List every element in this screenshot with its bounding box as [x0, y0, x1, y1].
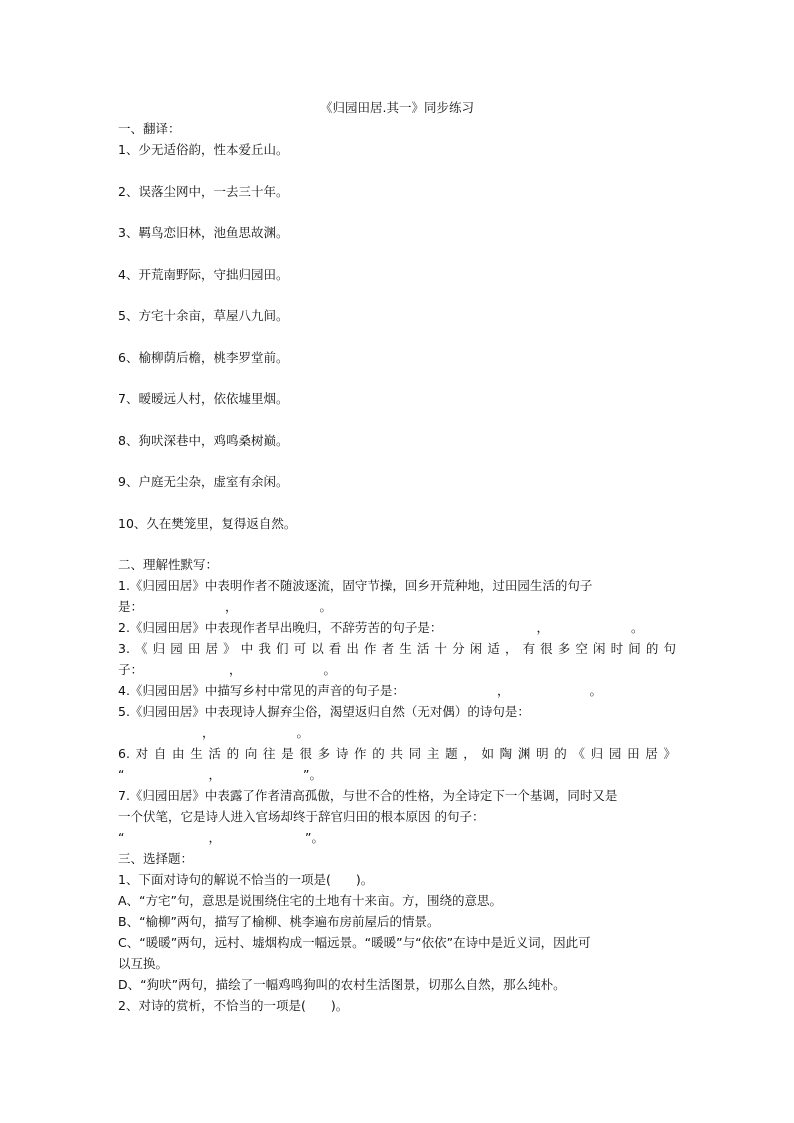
dictation-question-2: 2.《归园田居》中表现作者早出晚归，不辞劳苦的句子是： ， 。: [118, 619, 644, 635]
dictation-question-4: 4.《归园田居》中描写乡村中常见的声音的句子是： ， 。: [118, 682, 602, 698]
dictation-question-7-answer: “ ， ”。: [118, 829, 324, 845]
translation-item: 1、少无适俗韵，性本爱丘山。: [118, 142, 289, 157]
section-heading-translation: 一、翻译：: [118, 121, 181, 136]
dictation-question-3: 3.《归园田居》中我们可以看出作者生活十分闲适，有很多空闲时间的句: [118, 640, 676, 656]
document-body: [118, 97, 676, 1016]
dictation-question-1-answer: 是： ， 。: [118, 598, 333, 614]
choice-option-c-cont: 以互换。: [118, 955, 169, 971]
translation-item: 5、方宅十余亩，草屋八九间。: [118, 308, 289, 323]
dictation-question-6-answer: “ ， ”。: [118, 766, 322, 782]
dictation-question-7-cont: 一个伏笔，它是诗人进入官场却终于辞官归田的根本原因 的句子：: [118, 808, 485, 824]
choice-option-c: C、“暖暖”两句，远村、墟烟构成一幅远景。“暖暖”与“依依”在诗中是近义词，因此可: [118, 934, 591, 950]
translation-item: 9、户庭无尘杂，虚室有余闲。: [118, 474, 289, 489]
translation-item: 7、暧暧远人村，依依墟里烟。: [118, 391, 289, 406]
dictation-question-6: 6.对自由生活的向往是很多诗作的共同主题，如陶渊明的《归园田居》: [118, 745, 676, 761]
dictation-question-1: 1.《归园田居》中表明作者不随波逐流，固守节操，回乡开荒种地，过田园生活的句子: [118, 577, 593, 593]
translation-item: 10、久在樊笼里，复得返自然。: [118, 515, 297, 531]
translation-item: 3、羁鸟恋旧林，池鱼思故渊。: [118, 225, 289, 240]
section-heading-dictation: 二、理解性默写：: [118, 556, 219, 572]
dictation-question-3-answer: 子： ， 。: [118, 661, 337, 677]
translation-item: 2、误落尘网中，一去三十年。: [118, 183, 289, 199]
choice-option-b: B、“榆柳”两句，描写了榆柳、桃李遍布房前屋后的情景。: [118, 913, 440, 929]
translation-item: 6、榆柳荫后檐，桃李罗堂前。: [118, 349, 289, 365]
dictation-question-5: 5.《归园田居》中表现诗人摒弃尘俗，渴望返归自然（无对偶）的诗句是：: [118, 703, 530, 719]
translation-item: 4、开荒南野际，守拙归园田。: [118, 266, 289, 282]
document-title: 《归园田居.其一》同步练习: [320, 100, 474, 115]
choice-option-d: D、“狗吠”两句，描绘了一幅鸡鸣狗叫的农村生活图景，切那么自然，那么纯朴。: [118, 976, 566, 992]
dictation-question-7: 7.《归园田居》中表露了作者清高孤傲，与世不合的性格，为全诗定下一个基调，同时又是: [118, 787, 618, 803]
dictation-question-5-answer: ， 。: [202, 724, 310, 740]
choice-question-2: 2、对诗的赏析，不恰当的一项是( )。: [118, 997, 349, 1013]
choice-option-a: A、“方宅”句，意思是说围绕住宅的土地有十来亩。方，围绕的意思。: [118, 892, 503, 908]
translation-item: 8、狗吠深巷中，鸡鸣桑树巅。: [118, 432, 289, 448]
choice-question-1: 1、下面对诗句的解说不恰当的一项是( )。: [118, 871, 374, 887]
section-heading-choice: 三、选择题：: [118, 850, 194, 866]
